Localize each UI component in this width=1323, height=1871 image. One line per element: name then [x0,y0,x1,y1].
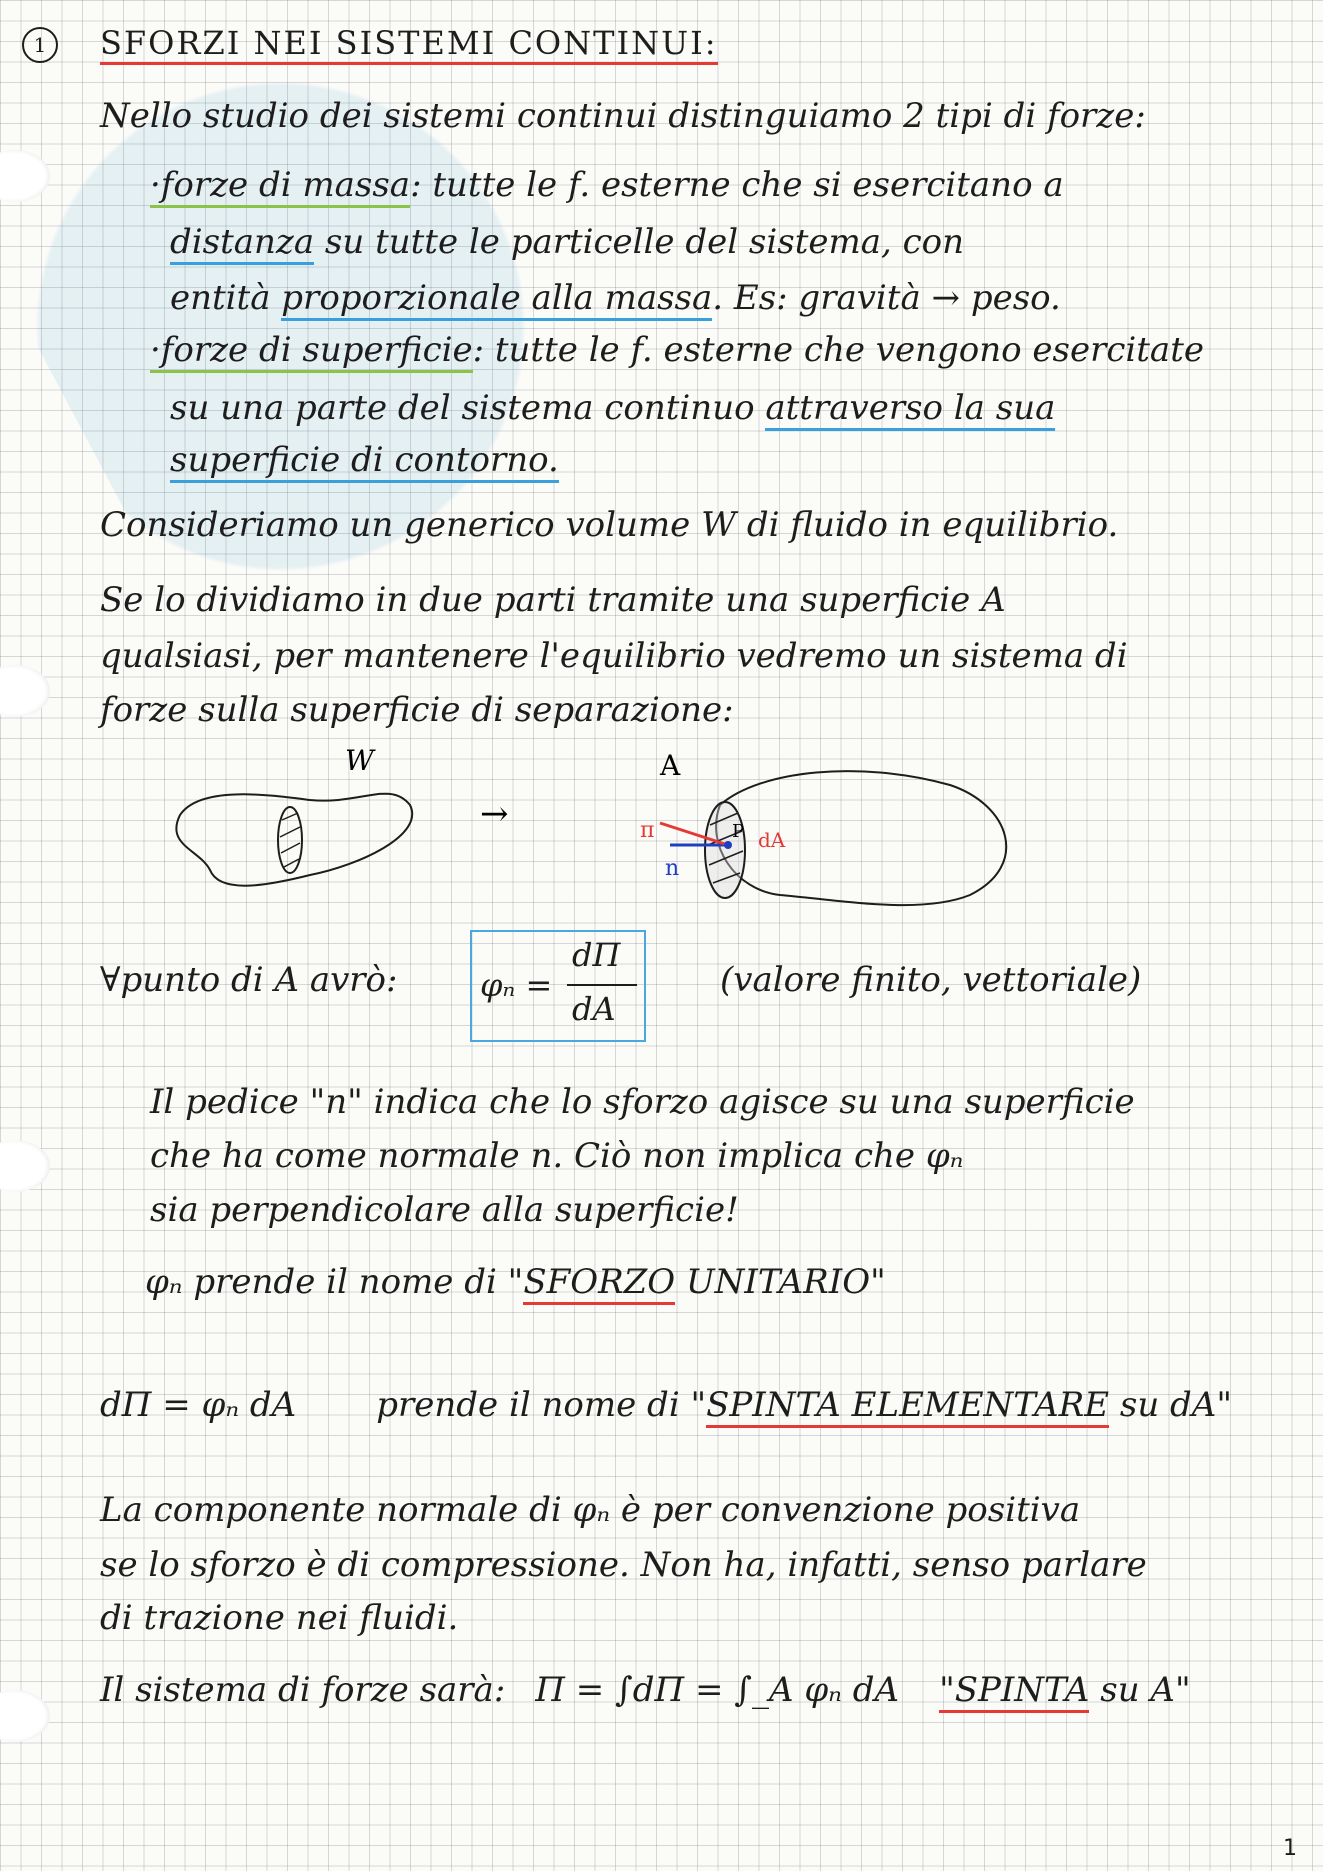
forze-superficie-term: ·forze di superficie [150,330,473,373]
transform-arrow: → [480,794,509,834]
sistema-forze-pre: Il sistema di forze sarà: [100,1670,506,1710]
per-ogni-punto: ∀punto di A avrò: [100,960,398,1000]
consideriamo-text: Consideriamo un generico volume W di fluido in equilibrio. [100,505,1119,545]
spinta-post: su A" [1089,1670,1191,1710]
label-a: A [660,749,681,782]
forze-massa-line2 [170,222,964,262]
label-w: W [345,745,374,777]
volume-diagram [160,745,1040,915]
punch-hole [0,1140,50,1192]
sforzo-unitario-term: SFORZO [523,1262,675,1305]
page-number: 1 [1283,1836,1297,1861]
intro-text: Nello studio dei sistemi continui distinguiamo 2 tipi di forze: [100,96,1146,136]
sistema-forze-line [100,1670,1191,1710]
surface-a-ellipse [705,802,745,898]
punch-hole [0,665,50,717]
forze-massa-line1 [150,165,1064,205]
point-p [724,841,732,849]
punch-hole [0,1690,50,1742]
convenzione-line1: La componente normale di φₙ è per convenzione positiva [100,1490,1081,1530]
label-p: P [732,821,745,842]
forze-superficie-line1 [150,330,1204,370]
sforzo-unitario-post: UNITARIO" [675,1262,886,1302]
attraverso-term: attraverso la sua [765,388,1055,431]
proporzionale-term: proporzionale alla massa [281,278,712,321]
example-gravita: . Es: gravità → peso. [712,278,1061,318]
sforzo-unitario-line [145,1262,886,1302]
spinta-elementare-line [100,1385,1232,1425]
pedice-line2: che ha come normale n. Ciò non implica che φₙ [150,1136,964,1176]
forze-massa-line3 [170,278,1061,318]
superficie-contorno-term: superficie di contorno. [170,440,559,483]
pedice-line1: Il pedice "n" indica che lo sforzo agisce su una superficie [150,1082,1135,1122]
convenzione-line2: se lo sforzo è di compressione. Non ha, infatti, senso parlare [100,1545,1147,1585]
section-number: 1 [22,27,58,63]
pedice-line3: sia perpendicolare alla superficie! [150,1190,739,1230]
label-pi: π [640,818,655,843]
formula-lhs: φₙ = [480,966,553,1004]
formula-box [470,930,646,1042]
forze-superficie-line2 [170,388,1055,428]
forze-massa-def: : tutte le f. esterne che si esercitano a [410,165,1064,205]
dividiamo-line1: Se lo dividiamo in due parti tramite una superficie A [100,580,1006,620]
formula-den: dA [572,990,616,1028]
dividiamo-line3: forze sulla superficie di separazione: [100,690,734,730]
forze-massa-text: su tutte le particelle del sistema, con [314,222,965,262]
spinta-term: "SPINTA [939,1670,1089,1713]
convenzione-line3: di trazione nei fluidi. [100,1598,459,1638]
formula-num: dΠ [572,936,621,974]
spinta-elementare-post: su dA" [1109,1385,1232,1425]
forze-massa-term: ·forze di massa [150,165,410,208]
sistema-forze-formula: Π = ∫dΠ = ∫_A φₙ dA [535,1670,900,1710]
label-da: dA [758,828,786,852]
fraction-bar [567,984,637,986]
forze-massa-text: entità [170,278,282,318]
note-valore: (valore finito, vettoriale) [720,960,1142,1000]
sforzo-unitario-pre: φₙ prende il nome di " [145,1262,524,1302]
forze-superficie-text: su una parte del sistema continuo [170,388,766,428]
page-title: SFORZI NEI SISTEMI CONTINUI: [100,24,718,65]
label-n: n [665,856,680,881]
spinta-elementare-term: SPINTA ELEMENTARE [706,1385,1109,1428]
dividiamo-line2: qualsiasi, per mantenere l'equilibrio vedremo un sistema di [100,636,1128,676]
spinta-elementare-pre: prende il nome di " [376,1385,707,1425]
distanza-term: distanza [170,222,314,265]
forze-superficie-line3 [170,440,559,480]
spinta-elementare-formula: dΠ = φₙ dA [100,1385,297,1425]
forze-superficie-def: : tutte le f. esterne che vengono esercitate [472,330,1204,370]
